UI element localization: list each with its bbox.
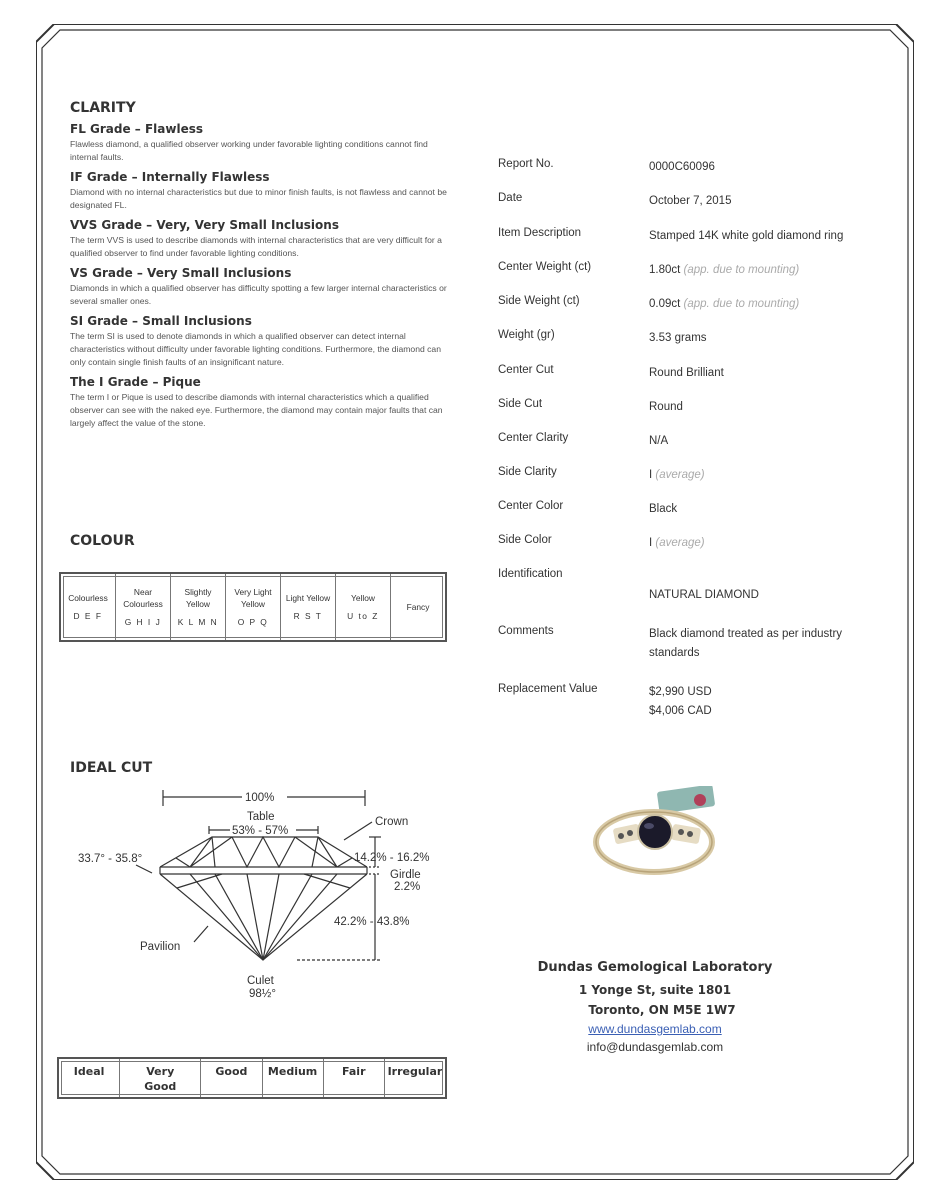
crown-height-label: 14.2% - 16.2% — [354, 852, 430, 864]
grade-i — [70, 375, 450, 430]
cut-grade-cell: Good — [201, 1059, 262, 1097]
grade-vs — [70, 266, 450, 308]
value-text: Round Brilliant — [649, 367, 724, 379]
colour-title: COLOUR — [70, 533, 135, 549]
value-text-secondary: $4,006 CAD — [649, 705, 712, 717]
report-value — [649, 432, 879, 451]
report-value — [649, 261, 879, 280]
table-label: Table — [247, 811, 275, 823]
colour-code: R S T — [293, 611, 323, 621]
grade-fl — [70, 122, 450, 164]
value-text: I — [649, 537, 653, 549]
report-label: Side Cut — [498, 398, 543, 410]
colour-code: O P Q — [237, 617, 269, 627]
grade-title: The I Grade – Pique — [70, 375, 201, 389]
grade-text: Flawless diamond, a qualified observer working under favorable lighting conditions cannot find internal faults. — [70, 139, 428, 162]
report-value — [649, 227, 879, 246]
lab-name: Dundas Gemological Laboratory — [537, 960, 773, 975]
crown-angle-label: 33.7° - 35.8° — [78, 853, 143, 865]
colour-code: G H I J — [124, 617, 162, 627]
colour-cell — [171, 574, 226, 640]
colour-cell — [61, 574, 116, 640]
grade-text: The term VVS is used to describe diamonds with internal characteristics that are very difficult for a qualified observer to find under favorable lighting conditions. — [70, 235, 442, 258]
culet-label: Culet — [247, 975, 274, 987]
lab-address-line1: 1 Yonge St, suite 1801 — [578, 983, 732, 997]
clarity-section — [70, 100, 450, 430]
report-value — [649, 158, 879, 177]
value-text: Round — [649, 401, 683, 413]
pavilion-label: Pavilion — [140, 941, 181, 953]
grade-text: The term I or Pique is used to describe diamonds with internal characteristics which a qualified observer can see with the naked eye. Furthermore, the diamond may contain major faults that can largely affect the value of the stone. — [70, 392, 443, 428]
report-label: Center Weight (ct) — [498, 261, 592, 273]
colour-name: Slightly Yellow — [184, 587, 212, 609]
report-label: Side Color — [498, 534, 552, 546]
colour-name: Very Light Yellow — [234, 587, 272, 609]
report-value — [649, 683, 879, 721]
value-text: 0000C60096 — [649, 161, 715, 173]
report-value — [649, 586, 879, 605]
ring-photo — [580, 786, 730, 886]
colour-code: K L M N — [177, 617, 219, 627]
value-note: (app. due to mounting) — [683, 298, 800, 310]
report-label: Center Cut — [498, 364, 554, 376]
report-label: Item Description — [498, 227, 582, 239]
report-value — [649, 192, 879, 211]
width-label: 100% — [245, 792, 275, 804]
laboratory-info — [520, 960, 790, 1054]
value-note: (app. due to mounting) — [683, 264, 800, 276]
value-text: NATURAL DIAMOND — [649, 589, 759, 601]
report-label: Side Weight (ct) — [498, 295, 580, 307]
culet-angle-label: 98½° — [249, 988, 276, 1000]
report-value — [649, 329, 879, 348]
grade-title: SI Grade – Small Inclusions — [70, 314, 252, 328]
colour-cell — [336, 574, 391, 640]
report-label: Replacement Value — [498, 683, 598, 695]
cut-grade-cell: Fair — [324, 1059, 385, 1097]
report-label: Side Clarity — [498, 466, 557, 478]
cut-grade-cell: Medium — [263, 1059, 324, 1097]
colour-code: U to Z — [347, 611, 379, 621]
report-value — [649, 398, 879, 417]
value-note: (average) — [655, 469, 705, 481]
grade-title: VVS Grade – Very, Very Small Inclusions — [70, 218, 339, 232]
report-value: Black diamond treated as per industry standards — [649, 628, 843, 659]
value-text: Black — [649, 503, 678, 515]
value-text: Stamped 14K white gold diamond ring — [649, 230, 844, 242]
value-text: October 7, 2015 — [649, 195, 732, 207]
lab-email: info@dundasgemlab.com — [586, 1040, 724, 1054]
value-text: $2,990 USD — [649, 686, 712, 698]
colour-cell — [226, 574, 281, 640]
report-value — [649, 500, 879, 519]
colour-name: Fancy — [406, 602, 430, 612]
cut-grade-table — [57, 1057, 447, 1099]
cut-grade-cell: Very Good — [120, 1059, 201, 1097]
report-label: Center Clarity — [498, 432, 569, 444]
cut-grade-cell: Ideal — [59, 1059, 120, 1097]
report-label: Date — [498, 192, 523, 204]
pavilion-depth-label: 42.2% - 43.8% — [334, 916, 410, 928]
cut-grade-cell: Irregular — [387, 1065, 443, 1078]
value-text: N/A — [649, 435, 669, 447]
colour-name: Colourless — [68, 593, 108, 603]
ideal-cut-title: IDEAL CUT — [70, 760, 153, 776]
report-value — [649, 534, 879, 553]
colour-cell — [116, 574, 171, 640]
colour-scale-table — [59, 572, 447, 642]
girdle-label: Girdle — [390, 869, 421, 881]
report-value — [649, 295, 879, 314]
grade-text: The term SI is used to denote diamonds in which a qualified observer can detect internal characteristics without difficulty under favorable lighting conditions. Furthermore, the diamond can only contain single finish faults of an insignificant nature. — [70, 331, 441, 367]
grade-title: VS Grade – Very Small Inclusions — [70, 266, 292, 280]
report-label: Comments — [498, 625, 554, 637]
diamond-proportions-diagram — [72, 782, 452, 1012]
lab-address-line2: Toronto, ON M5E 1W7 — [588, 1003, 736, 1017]
report-label: Center Color — [498, 500, 564, 512]
grade-if — [70, 170, 450, 212]
girdle-value-label: 2.2% — [394, 881, 421, 893]
table-range-label: 53% - 57% — [232, 825, 289, 837]
grade-vvs — [70, 218, 450, 260]
grade-title: IF Grade – Internally Flawless — [70, 170, 270, 184]
report-label: Identification — [498, 568, 563, 580]
colour-code: D E F — [73, 611, 103, 621]
report-label: Report No. — [498, 158, 554, 170]
colour-name: Yellow — [351, 593, 375, 603]
value-text: I — [649, 469, 653, 481]
report-label: Weight (gr) — [498, 329, 555, 341]
crown-label: Crown — [375, 816, 409, 828]
clarity-title: CLARITY — [70, 100, 136, 116]
grade-text: Diamonds in which a qualified observer has difficulty spotting a few larger internal characteristics or several smaller ones. — [70, 283, 447, 306]
report-value — [649, 364, 879, 383]
grade-text: Diamond with no internal characteristics but due to minor finish faults, is not flawless and cannot be designated FL. — [70, 187, 447, 210]
value-note: (average) — [655, 537, 705, 549]
value-text: 0.09ct — [649, 298, 681, 310]
colour-cell — [281, 574, 336, 640]
lab-address — [520, 980, 790, 1020]
grade-si — [70, 314, 450, 369]
value-text: 3.53 grams — [649, 332, 707, 344]
colour-name: Light Yellow — [285, 593, 331, 603]
colour-cell — [391, 574, 445, 640]
value-text: 1.80ct — [649, 264, 681, 276]
colour-name: Near Colourless — [123, 587, 163, 609]
report-value — [649, 466, 879, 485]
grade-title: FL Grade – Flawless — [70, 122, 204, 136]
lab-website-link[interactable]: www.dundasgemlab.com — [588, 1022, 722, 1036]
